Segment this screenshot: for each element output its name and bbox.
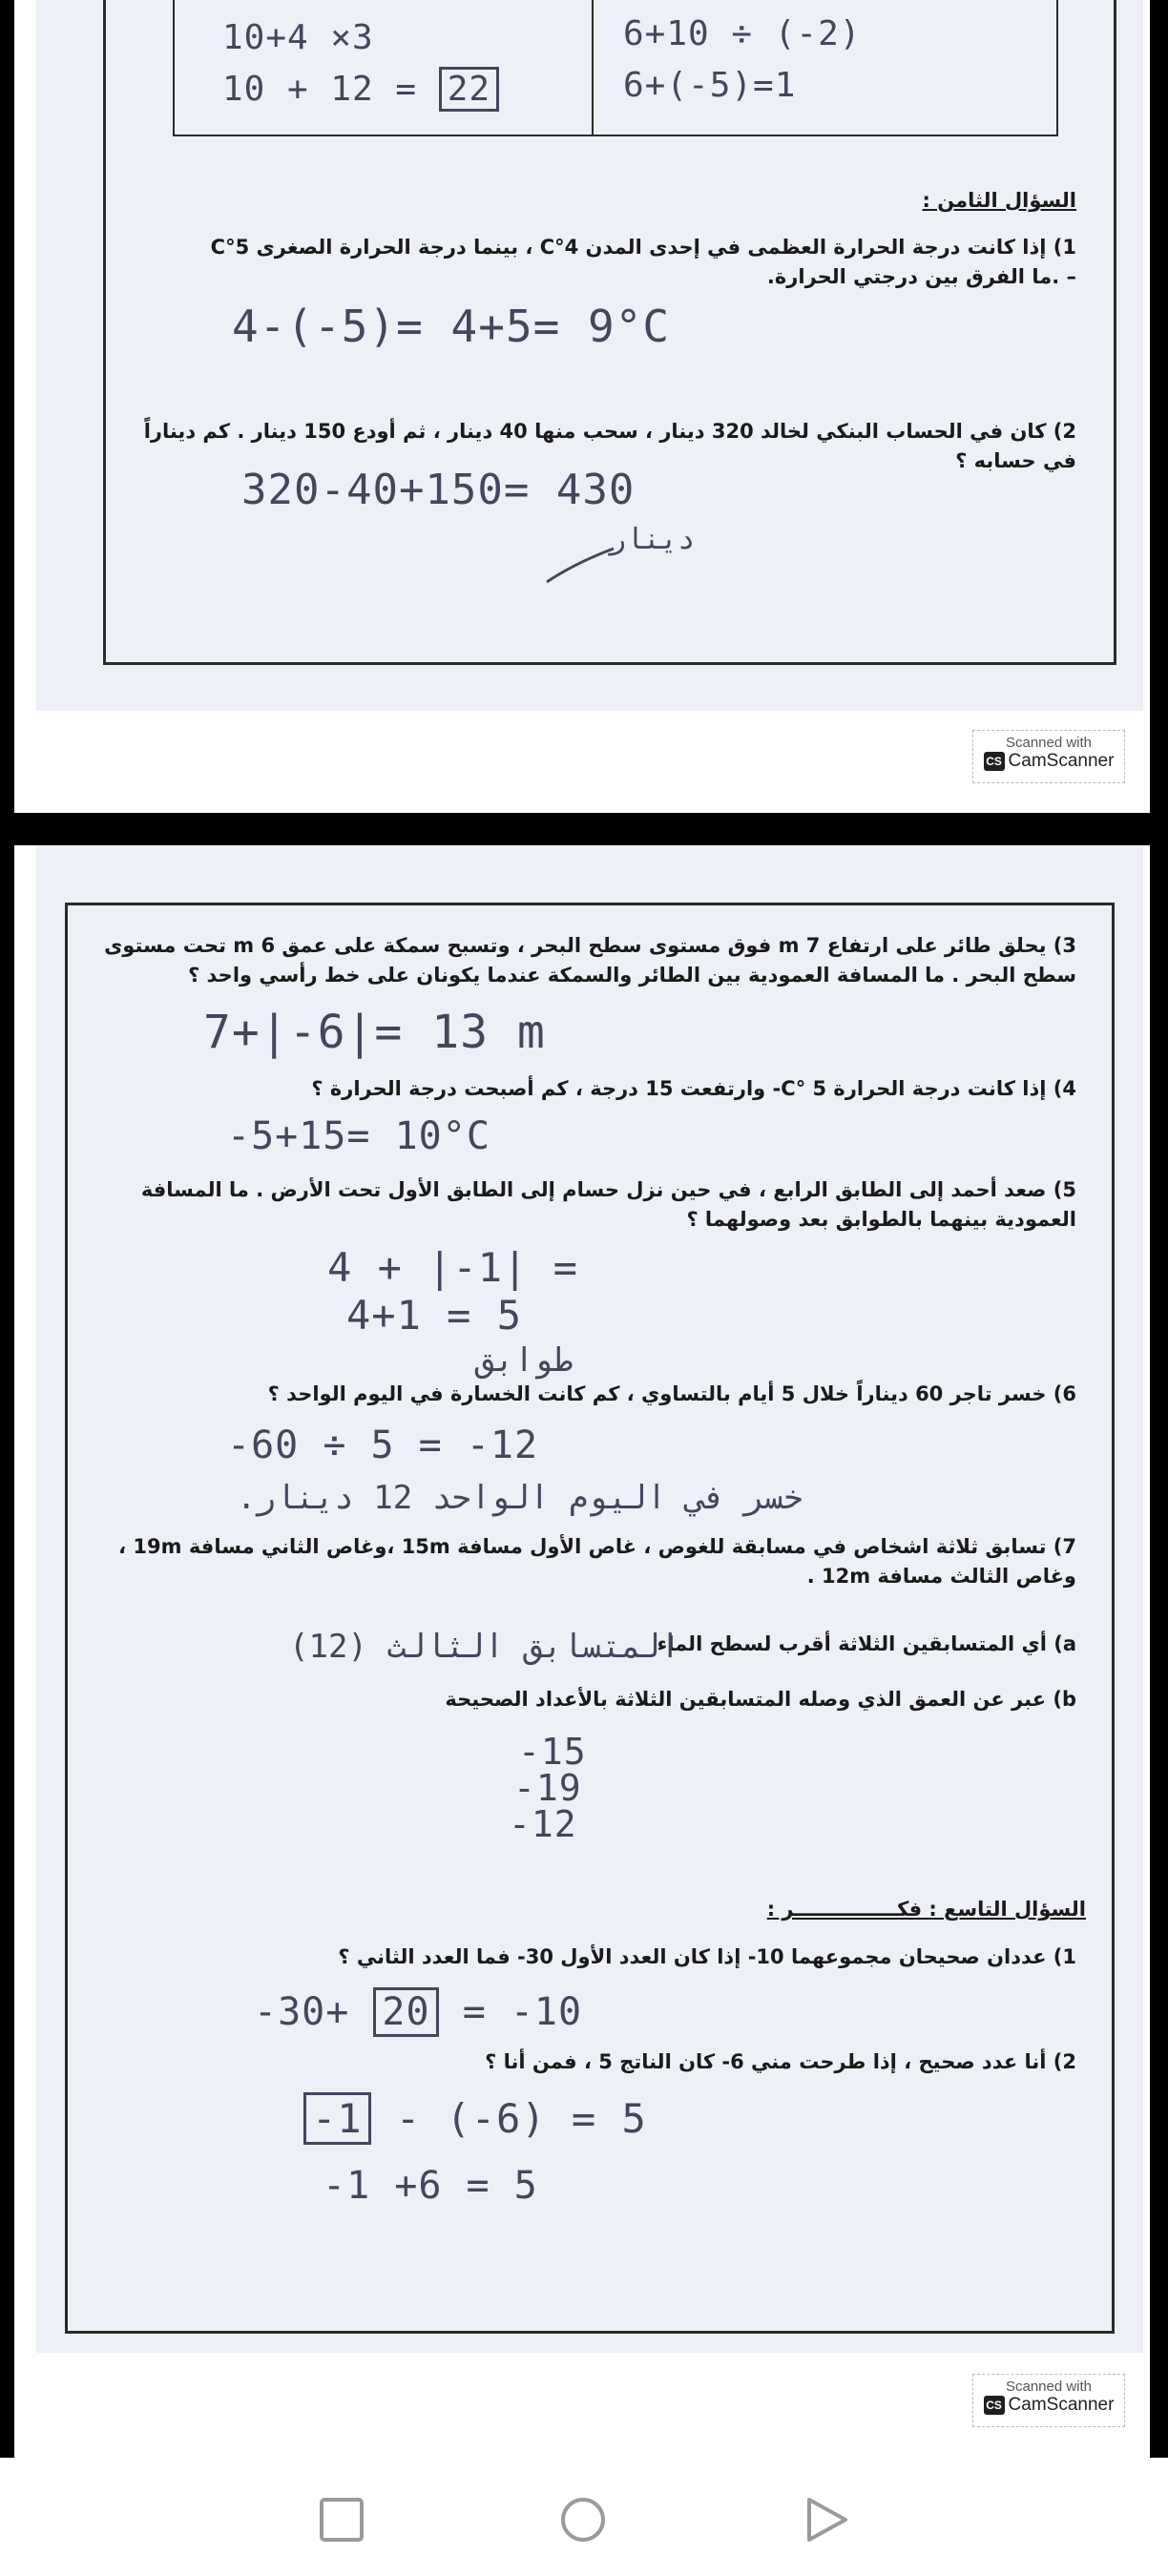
question-7b: b) عبر عن العمق الذي وصله المتسابقين الثلاثة بالأعداد الصحيحة (445, 1688, 1076, 1711)
q9-1-boxed: 20 (373, 1987, 438, 2037)
section9-heading: السؤال التاسع : فكـــــــــــــــر : (766, 1898, 1086, 1921)
system-navigation-bar (0, 2458, 1168, 2576)
checkmark-icon (542, 530, 618, 587)
question-6-answer-words: خسر في اليوم الواحد 12 دينار. (237, 1479, 803, 1517)
page1-scan-area (36, 0, 1143, 711)
question-9-2-check: -1 +6 = 5 (323, 2164, 538, 2208)
question-4-answer: -5+15= 10°C (227, 1114, 490, 1158)
question-5-answer-1: 4 + |-1| = (327, 1244, 578, 1291)
table-right-line-2: 6+(-5)=1 (623, 66, 797, 105)
question-7: 7) تسابق ثلاثة اشخاص في مسابقة للغوص ، غاص الأول مسافة 15m ،وغاص الثاني مسافة 19m ، وغاص الثالث مسافة 12m . (118, 1535, 1076, 1588)
question-2-answer: 320-40+150= 430 (241, 466, 636, 514)
table-left-line-1: 10+4 ×3 (222, 18, 374, 57)
question-3-answer: 7+|-6|= 13 m (203, 1006, 546, 1059)
q9-2-boxed: -1 (303, 2092, 371, 2145)
question-1: 1) إذا كانت درجة الحرارة العظمى في إحدى المدن 4°C ، بينما درجة الحرارة الصغرى 5°C – .ما الفرق بين درجتي الحرارة. (210, 236, 1076, 288)
question-7a-answer: المتسابق الثالث (12) (289, 1628, 680, 1666)
question-7b-answer-2: -19 (513, 1767, 582, 1809)
table-left-line-2: 10 + 12 = 22 (222, 70, 499, 109)
scanned-page-2 (14, 845, 1150, 2458)
question-1-answer: 4-(-5)= 4+5= 9°C (232, 301, 671, 352)
question-9-2: 2) أنا عدد صحيح ، إذا طرحت مني 6- كان الناتج 5 ، فمن أنا ؟ (485, 2050, 1076, 2073)
question-9-2-answer (303, 2095, 647, 2142)
q9-1-pre: -30+ (254, 1990, 350, 2034)
question-2-unit: دينار (609, 523, 696, 556)
badge-caption-2: Scanned with (1005, 2379, 1093, 2395)
circle-icon[interactable] (559, 2496, 607, 2544)
badge-caption: Scanned with (1005, 735, 1093, 751)
badge-brand: CamScanner (1008, 751, 1115, 771)
question-9-1: 1) عددان صحيحان مجموعهما 10- إذا كان العدد الأول 30- فما العدد الثاني ؟ (338, 1945, 1076, 1968)
page2-scan-area (36, 845, 1143, 2353)
question-2: 2) كان في الحساب البنكي لخالد 320 دينار ، سحب منها 40 دينار ، ثم أودع 150 دينار . كم ديناراً في حسابه ؟ (143, 420, 1076, 472)
q9-2-post: - (-6) = 5 (395, 2095, 647, 2142)
badge-brand-2: CamScanner (1008, 2395, 1115, 2415)
question-4: 4) إذا كانت درجة الحرارة 5 °C- وارتفعت 15 درجة ، كم أصبحت درجة الحرارة ؟ (311, 1077, 1076, 1100)
square-icon[interactable] (318, 2496, 365, 2544)
section8-heading: السؤال الثامن : (922, 189, 1076, 212)
camscanner-badge-2 (972, 2374, 1125, 2427)
question-5-answer-3: طوابق (475, 1341, 574, 1380)
boxed-answer: 22 (439, 67, 499, 112)
camscanner-logo-icon: CS (984, 752, 1005, 771)
question-5: 5) صعد أحمد إلى الطابق الرابع ، في حين نزل حسام إلى الطابق الأول تحت الأرض . ما المسافة العمودية بينهما بالطوابق بعد وصولهما ؟ (140, 1178, 1076, 1231)
question-6-answer: -60 ÷ 5 = -12 (227, 1423, 539, 1467)
question-3: 3) يحلق طائر على ارتفاع 7 m فوق مستوى سطح البحر ، وتسبح سمكة على عمق 6 m تحت مستوى سطح البحر . ما المسافة العمودية بين الطائر والسمكة عندما يكونان على خط رأسي واحد ؟ (104, 934, 1076, 987)
triangle-icon[interactable] (803, 2496, 851, 2544)
question-5-answer-2: 4+1 = 5 (346, 1292, 523, 1339)
question-9-1-answer (254, 1990, 582, 2034)
q9-1-post: = -10 (462, 1990, 583, 2034)
camscanner-logo-icon-2: CS (984, 2396, 1005, 2415)
question-7b-answer-1: -15 (518, 1731, 587, 1773)
question-7b-answer-3: -12 (509, 1803, 577, 1845)
camscanner-badge (972, 730, 1125, 783)
table-right-line-1: 6+10 ÷ (-2) (623, 14, 862, 53)
question-7a: a) أي المتسابقين الثلاثة أقرب لسطح الماء (657, 1632, 1076, 1655)
scanned-page-1 (14, 0, 1150, 813)
question-6: 6) خسر تاجر 60 ديناراً خلال 5 أيام بالتساوي ، كم كانت الخسارة في اليوم الواحد ؟ (267, 1382, 1076, 1405)
